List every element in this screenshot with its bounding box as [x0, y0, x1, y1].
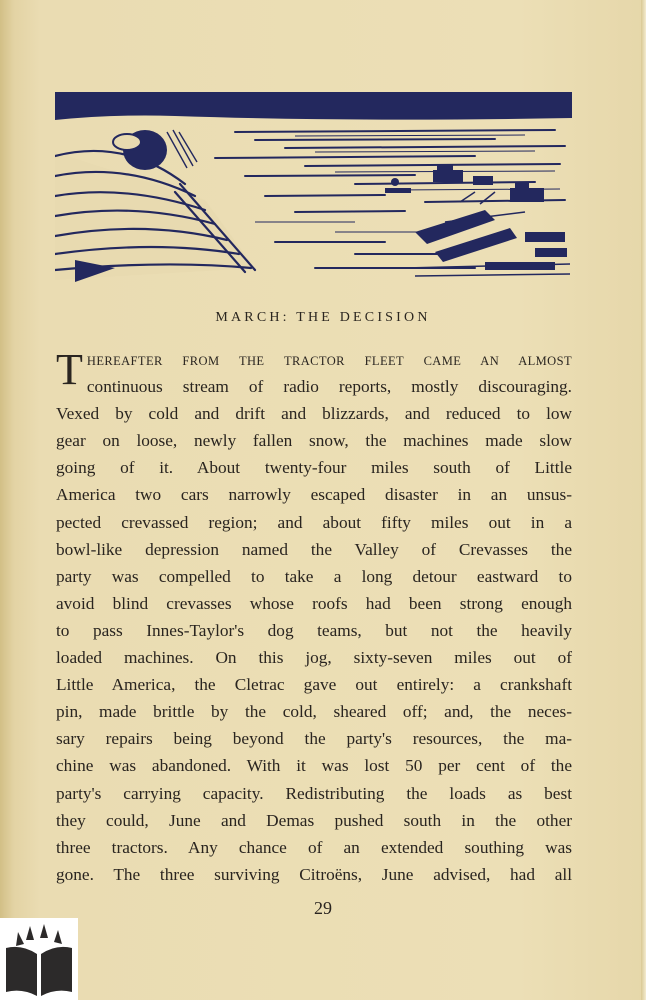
open-book-logo-icon — [0, 918, 78, 1000]
text-line: gone. The three surviving Citroëns, June advised, had all — [56, 864, 572, 884]
text-line: continuous stream of radio reports, mostly discouraging. — [86, 377, 572, 397]
chapter-title: MARCH: THE DECISION — [215, 310, 431, 325]
text-line: loaded machines. On this jog, sixty-seven miles out of — [56, 648, 572, 668]
text-line: three tractors. Any chance of an extended southing was — [56, 837, 572, 857]
text-line: Little America, the Cletrac gave out entirely: a crankshaft — [56, 675, 572, 695]
first-line — [56, 346, 572, 373]
text-line: going of it. About twenty-four miles south of Little — [56, 458, 572, 478]
small-caps-opening: HEREAFTER FROM THE TRACTOR FLEET CAME AN ALMOST — [86, 354, 572, 368]
body-paragraph — [56, 346, 572, 888]
drop-cap: T — [56, 345, 83, 394]
text-line: pin, made brittle by the cold, sheared off; and, the neces- — [56, 702, 572, 722]
text-line: avoid blind crevasses whose roofs had been strong enough — [56, 593, 572, 613]
text-line: party was compelled to take a long detour eastward to — [56, 566, 572, 586]
text-line: sary repairs being beyond the party's resources, the ma- — [56, 729, 572, 749]
text-line: to pass Innes-Taylor's dog teams, but not the heavily — [56, 620, 572, 640]
text-line: chine was abandoned. With it was lost 50 per cent of the — [56, 756, 572, 776]
text-line: Vexed by cold and drift and blizzards, and reduced to low — [56, 404, 572, 424]
page-number: 29 — [314, 898, 332, 918]
woodcut-illustration — [55, 92, 572, 284]
text-line: they could, June and Demas pushed south in the other — [56, 810, 572, 830]
text-line: gear on loose, newly fallen snow, the machines made slow — [56, 431, 572, 451]
text-line: America two cars narrowly escaped disaster in an unsus- — [56, 485, 572, 505]
text-line: party's carrying capacity. Redistributing the loads as best — [56, 783, 572, 803]
text-line: bowl-like depression named the Valley of Crevasses the — [56, 539, 572, 559]
text-line: pected crevassed region; and about fifty miles out in a — [56, 512, 572, 532]
